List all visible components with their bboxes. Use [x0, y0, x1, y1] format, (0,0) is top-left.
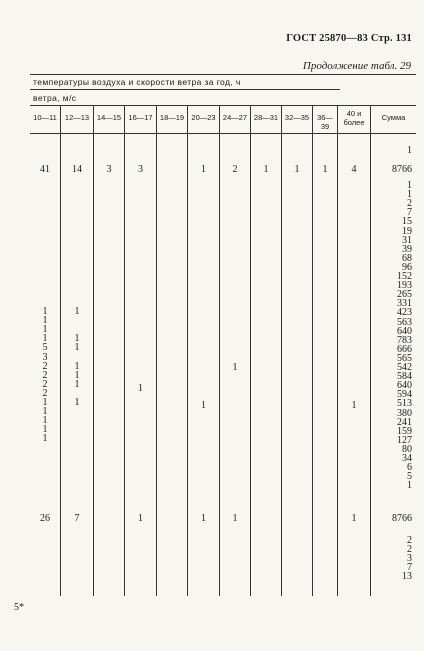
- table-cell: 594: [397, 389, 412, 401]
- table-cell: 1: [42, 433, 48, 445]
- col-divider: [93, 106, 94, 596]
- table-cell: 1: [42, 324, 48, 336]
- table-cell: 1: [232, 362, 238, 373]
- table-cell: 640: [397, 325, 412, 337]
- table-cell: 1: [232, 513, 238, 524]
- page-footer-mark: 5*: [14, 602, 24, 613]
- table-cell: 331: [397, 298, 412, 310]
- sum-cell: 8766: [392, 164, 412, 175]
- table-cell: 513: [397, 398, 412, 410]
- table-cell: 1: [322, 164, 328, 175]
- table-cell: 565: [397, 352, 412, 364]
- table-cell: 7: [407, 562, 412, 574]
- table-cell: 423: [397, 307, 412, 319]
- col-header: 10—11: [33, 113, 57, 122]
- table-cell: 31: [402, 234, 412, 246]
- table-cell: 1: [407, 189, 412, 201]
- table-cell: 1: [74, 378, 80, 390]
- table-cell: 15: [402, 216, 412, 228]
- table-cell: 1: [42, 424, 48, 436]
- col-header: 36—39: [317, 113, 333, 131]
- table-cell: 2: [407, 535, 412, 546]
- table-cell: 1: [407, 180, 412, 191]
- table-cell: 1: [42, 415, 48, 427]
- table-cell: 1: [201, 513, 206, 524]
- col-header: 28—31: [253, 113, 279, 122]
- table-cell: 1: [201, 400, 206, 411]
- table-cell: 1: [42, 306, 48, 317]
- table-cell: 265: [397, 289, 412, 301]
- table-cell: 7: [407, 207, 412, 219]
- col-header: 40 и более: [343, 109, 365, 127]
- table-cell: 2: [42, 360, 48, 372]
- table-cell: 1: [201, 164, 206, 175]
- table-cell: 3: [407, 553, 412, 565]
- table-cell: 1: [138, 513, 143, 524]
- table-cell: 39: [402, 243, 412, 255]
- table-cell: 68: [402, 252, 412, 264]
- table-cell: 159: [397, 425, 412, 437]
- col-divider: [156, 106, 157, 596]
- table-cell: 1: [74, 360, 80, 372]
- table-cell: 1: [74, 342, 80, 354]
- table-cell: 1: [351, 400, 357, 411]
- table-cell: 34: [402, 453, 412, 464]
- table-cell: 193: [397, 280, 412, 292]
- table-cell: 1: [407, 480, 412, 492]
- table-cell: 6: [407, 462, 412, 474]
- page-header: ГОСТ 25870—83 Стр. 131: [286, 33, 412, 44]
- table-cell: 1: [74, 333, 80, 345]
- col-divider: [370, 106, 371, 596]
- table-cell: 3: [138, 164, 143, 175]
- table-cell: 19: [402, 225, 412, 237]
- table-cell: 2: [42, 387, 48, 399]
- table-cell: 2: [42, 378, 48, 390]
- table-cell: 152: [397, 271, 412, 282]
- table-cell: 2: [407, 198, 412, 210]
- table-cell: 584: [397, 371, 412, 383]
- table-cell: 666: [397, 343, 412, 355]
- sum-cell: 8766: [392, 513, 412, 524]
- table-cell: 3: [106, 164, 112, 175]
- table-cell: 2: [407, 544, 412, 556]
- table-cell: 4: [351, 164, 357, 175]
- table-cell: 5: [42, 342, 48, 354]
- table-continuation: Продолжение табл. 29: [302, 60, 411, 72]
- table-cell: 41: [40, 164, 50, 175]
- table-cell: 1: [42, 315, 48, 327]
- col-header: 18—19: [159, 113, 185, 122]
- col-divider: [281, 106, 282, 596]
- table-cell: 640: [397, 380, 412, 392]
- col-header: 16—17: [128, 113, 153, 122]
- table-cell: 783: [397, 334, 412, 346]
- table-cell: 26: [40, 513, 50, 524]
- sum-cell: 1: [407, 145, 412, 156]
- rule-header-bottom: [30, 133, 416, 134]
- col-header: 20—23: [191, 113, 216, 122]
- table-cell: 127: [397, 434, 412, 446]
- table-cell: 1: [42, 333, 48, 345]
- table-cell: 542: [397, 362, 412, 373]
- subheader-line2: ветра, м/с: [33, 93, 77, 103]
- col-header: Сумма: [381, 113, 406, 122]
- table-cell: 80: [402, 443, 412, 455]
- table-cell: 1: [74, 306, 80, 317]
- table-cell: 380: [397, 407, 412, 419]
- table-cell: 1: [294, 164, 300, 175]
- table-cell: 1: [74, 369, 80, 381]
- col-header: 24—27: [222, 113, 248, 122]
- table-cell: 1: [263, 164, 269, 175]
- table-cell: 3: [42, 351, 48, 363]
- subheader-line1: температуры воздуха и скорости ветра за год, ч: [33, 77, 241, 87]
- col-header: 12—13: [64, 113, 90, 122]
- col-divider: [312, 106, 313, 596]
- table-cell: 96: [402, 261, 412, 273]
- rule-top: [30, 74, 416, 75]
- table-cell: 1: [42, 406, 48, 418]
- rule-mid: [30, 89, 340, 90]
- table-cell: 2: [42, 369, 48, 381]
- table-cell: 1: [351, 513, 357, 524]
- table-cell: 13: [402, 571, 412, 583]
- table-cell: 1: [74, 397, 80, 408]
- table-cell: 14: [72, 164, 82, 175]
- col-header: 32—35: [284, 113, 310, 122]
- table-cell: 1: [138, 383, 143, 394]
- table-cell: 2: [232, 164, 238, 175]
- table-cell: 563: [397, 316, 412, 328]
- col-header: 14—15: [96, 113, 122, 122]
- col-divider: [250, 106, 251, 596]
- rule-header-top: [30, 105, 416, 106]
- table-cell: 7: [74, 513, 80, 524]
- table-cell: 5: [407, 471, 412, 483]
- table-cell: 241: [397, 416, 412, 428]
- table-cell: 1: [42, 397, 48, 408]
